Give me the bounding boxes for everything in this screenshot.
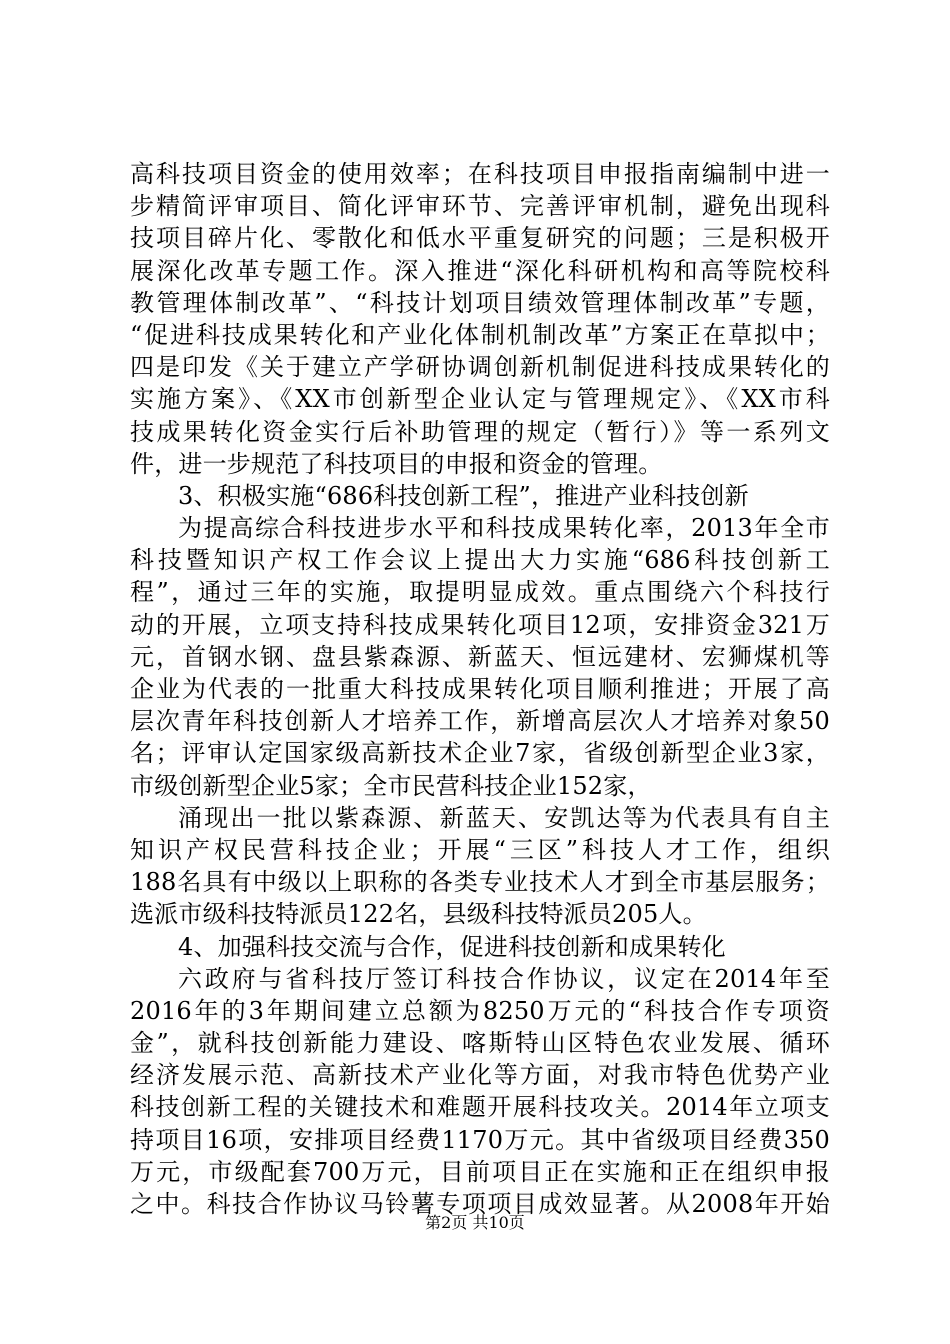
text-line: 经济发展示范、高新技术产业化等方面，对我市特色优势产业 <box>130 1061 830 1090</box>
text-line: 展深化改革专题工作。深入推进“深化科研机构和高等院校科 <box>130 256 830 285</box>
text-line: 步精简评审项目、简化评审环节、完善评审机制，避免出现科 <box>130 192 830 221</box>
text-line: 2016年的3年期间建立总额为8250万元的“科技合作专项资 <box>130 996 830 1025</box>
text-line: 万元，市级配套700万元，目前项目正在实施和正在组织申报 <box>130 1157 830 1186</box>
text-line: 之中。科技合作协议马铃薯专项项目成效显著。从2008年开始 <box>130 1190 830 1218</box>
text-line: 涌现出一批以紫森源、新蓝天、安凯达等为代表具有自主 <box>178 803 830 832</box>
text-line: 技项目碎片化、零散化和低水平重复研究的问题；三是积极开 <box>130 224 830 253</box>
text-line: 四是印发《关于建立产学研协调创新机制促进科技成果转化的 <box>130 353 830 382</box>
text-line: “促进科技成果转化和产业化体制机制改革”方案正在草拟中； <box>130 320 830 349</box>
text-line: 选派市级科技特派员122名，县级科技特派员205人。 <box>130 900 707 929</box>
text-line: 科技暨知识产权工作会议上提出大力实施“686科技创新工 <box>130 546 830 575</box>
document-body <box>130 158 830 1220</box>
text-line: 技成果转化资金实行后补助管理的规定（暂行）》等一系列文 <box>130 417 830 446</box>
text-line: 3、积极实施“686科技创新工程”，推进产业科技创新 <box>178 481 749 510</box>
text-line: 名；评审认定国家级高新技术企业7家，省级创新型企业3家， <box>130 739 830 768</box>
text-line: 4、加强科技交流与合作，促进科技创新和成果转化 <box>178 932 726 961</box>
text-line: 元，首钢水钢、盘县紫森源、新蓝天、恒远建材、宏狮煤机等 <box>130 642 830 671</box>
text-line: 市级创新型企业5家；全市民营科技企业152家， <box>130 771 652 800</box>
text-line: 实施方案》、《XX市创新型企业认定与管理规定》、《XX市科 <box>130 385 830 414</box>
text-line: 教管理体制改革”、“科技计划项目绩效管理体制改革”专题， <box>130 288 830 317</box>
text-line: 高科技项目资金的使用效率；在科技项目申报指南编制中进一 <box>130 160 830 188</box>
text-line: 程”，通过三年的实施，取提明显成效。重点围绕六个科技行 <box>130 578 830 607</box>
text-line: 科技创新工程的关键技术和难题开展科技攻关。2014年立项支 <box>130 1093 830 1122</box>
text-line: 金”，就科技创新能力建设、喀斯特山区特色农业发展、循环 <box>130 1029 830 1058</box>
text-line: 件，进一步规范了科技项目的申报和资金的管理。 <box>130 449 663 478</box>
text-line: 188名具有中级以上职称的各类专业技术人才到全市基层服务； <box>130 868 830 897</box>
text-line: 动的开展，立项支持科技成果转化项目12项，安排资金321万 <box>130 610 830 639</box>
text-line: 企业为代表的一批重大科技成果转化项目顺利推进；开展了高 <box>130 675 830 703</box>
text-line: 持项目16项，安排项目经费1170万元。其中省级项目经费350 <box>130 1125 830 1154</box>
page-footer: 第2页 共10页 <box>425 1213 525 1232</box>
text-line: 知识产权民营科技企业；开展“三区”科技人才工作，组织 <box>130 835 830 864</box>
text-line: 六政府与省科技厅签订科技合作协议，议定在2014年至 <box>178 964 830 993</box>
text-line: 为提高综合科技进步水平和科技成果转化率，2013年全市 <box>178 514 830 543</box>
text-line: 层次青年科技创新人才培养工作，新增高层次人才培养对象50 <box>130 707 830 736</box>
